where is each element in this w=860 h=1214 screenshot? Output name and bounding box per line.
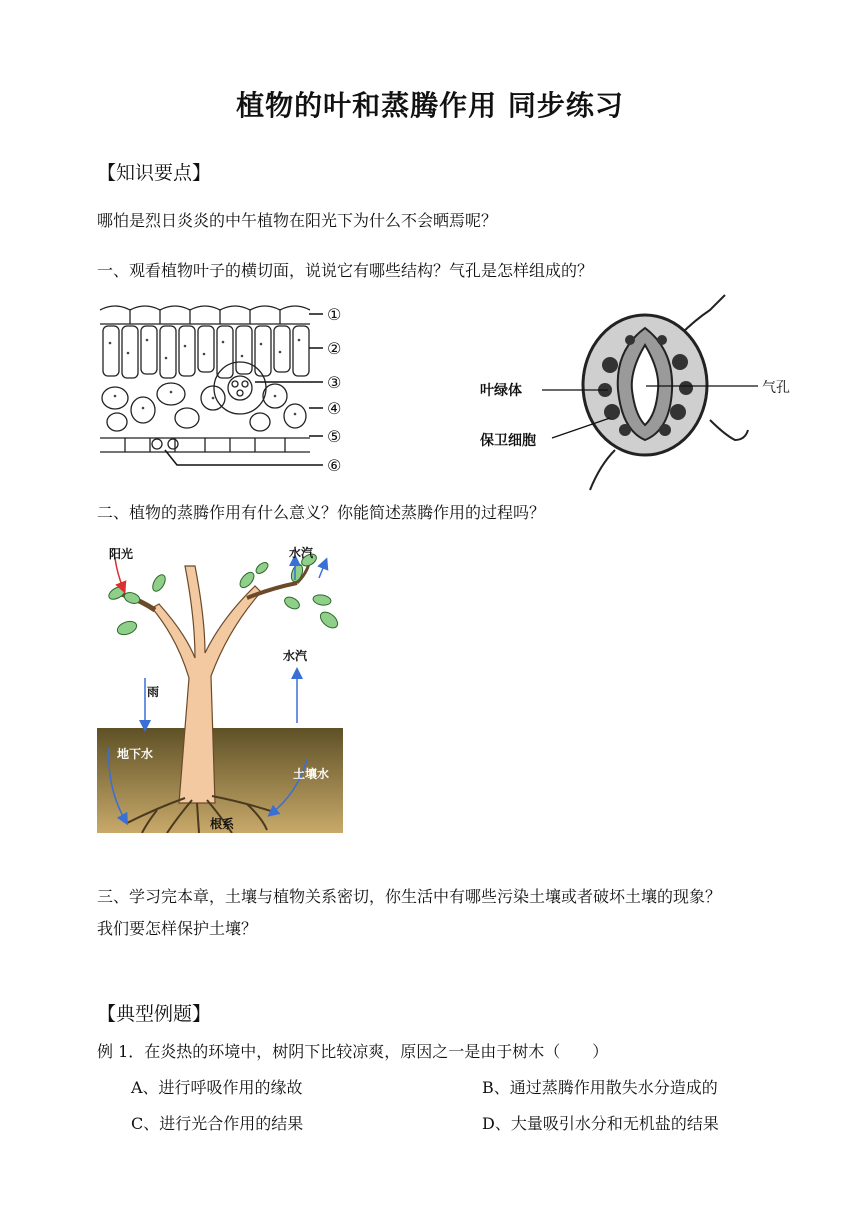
question-3-line-2: 我们要怎样保护土壤？: [97, 919, 258, 938]
leaf-label-4: ④: [327, 399, 342, 418]
tree-label-soil-water: 土壤水: [293, 767, 330, 781]
stoma-diagram: [470, 290, 808, 500]
example-1-option-a: A、进行呼吸作用的缘故: [131, 1078, 303, 1097]
tree-label-vapor-top: 水汽: [289, 546, 314, 560]
intro-question: 哪怕是烈日炎炎的中午植物在阳光下为什么不会晒焉呢？: [97, 211, 498, 230]
question-2: 二、植物的蒸腾作用有什么意义？你能简述蒸腾作用的过程吗？: [97, 503, 546, 522]
label-guard-cell: 保卫细胞: [480, 433, 536, 449]
section-heading-examples: 【典型例题】: [97, 1003, 212, 1025]
example-1-option-b: B、通过蒸腾作用散失水分造成的: [482, 1078, 718, 1097]
leaf-label-6: ⑥: [327, 456, 342, 475]
tree-label-groundwater: 地下水: [117, 747, 154, 761]
leaf-cross-section-diagram: [95, 298, 360, 476]
example-1-option-c: C、进行光合作用的结果: [131, 1114, 304, 1133]
tree-label-rain: 雨: [147, 685, 160, 699]
tree-label-roots: 根系: [210, 817, 235, 831]
example-1-stem: 例 1．在炎热的环境中，树阴下比较凉爽，原因之一是由于树木（ ）: [97, 1042, 609, 1061]
section-heading-knowledge: 【知识要点】: [97, 162, 212, 184]
leaf-label-5: ⑤: [327, 427, 342, 446]
page-title: 植物的叶和蒸腾作用 同步练习: [236, 89, 624, 122]
transpiration-tree-diagram: [97, 538, 343, 833]
question-1: 一、观看植物叶子的横切面，说说它有哪些结构？气孔是怎样组成的？: [97, 261, 594, 280]
leaf-label-2: ②: [327, 339, 342, 358]
label-chloroplast: 叶绿体: [480, 383, 522, 399]
tree-label-sunlight: 阳光: [109, 547, 134, 561]
example-1-option-d: D、大量吸引水分和无机盐的结果: [482, 1114, 719, 1133]
label-stoma: 气孔: [762, 380, 790, 396]
leaf-label-1: ①: [327, 305, 342, 324]
leaf-label-3: ③: [327, 373, 342, 392]
tree-label-vapor-mid: 水汽: [283, 649, 308, 663]
question-3-line-1: 三、学习完本章，土壤与植物关系密切，你生活中有哪些污染土壤或者破坏土壤的现象？: [97, 887, 722, 906]
